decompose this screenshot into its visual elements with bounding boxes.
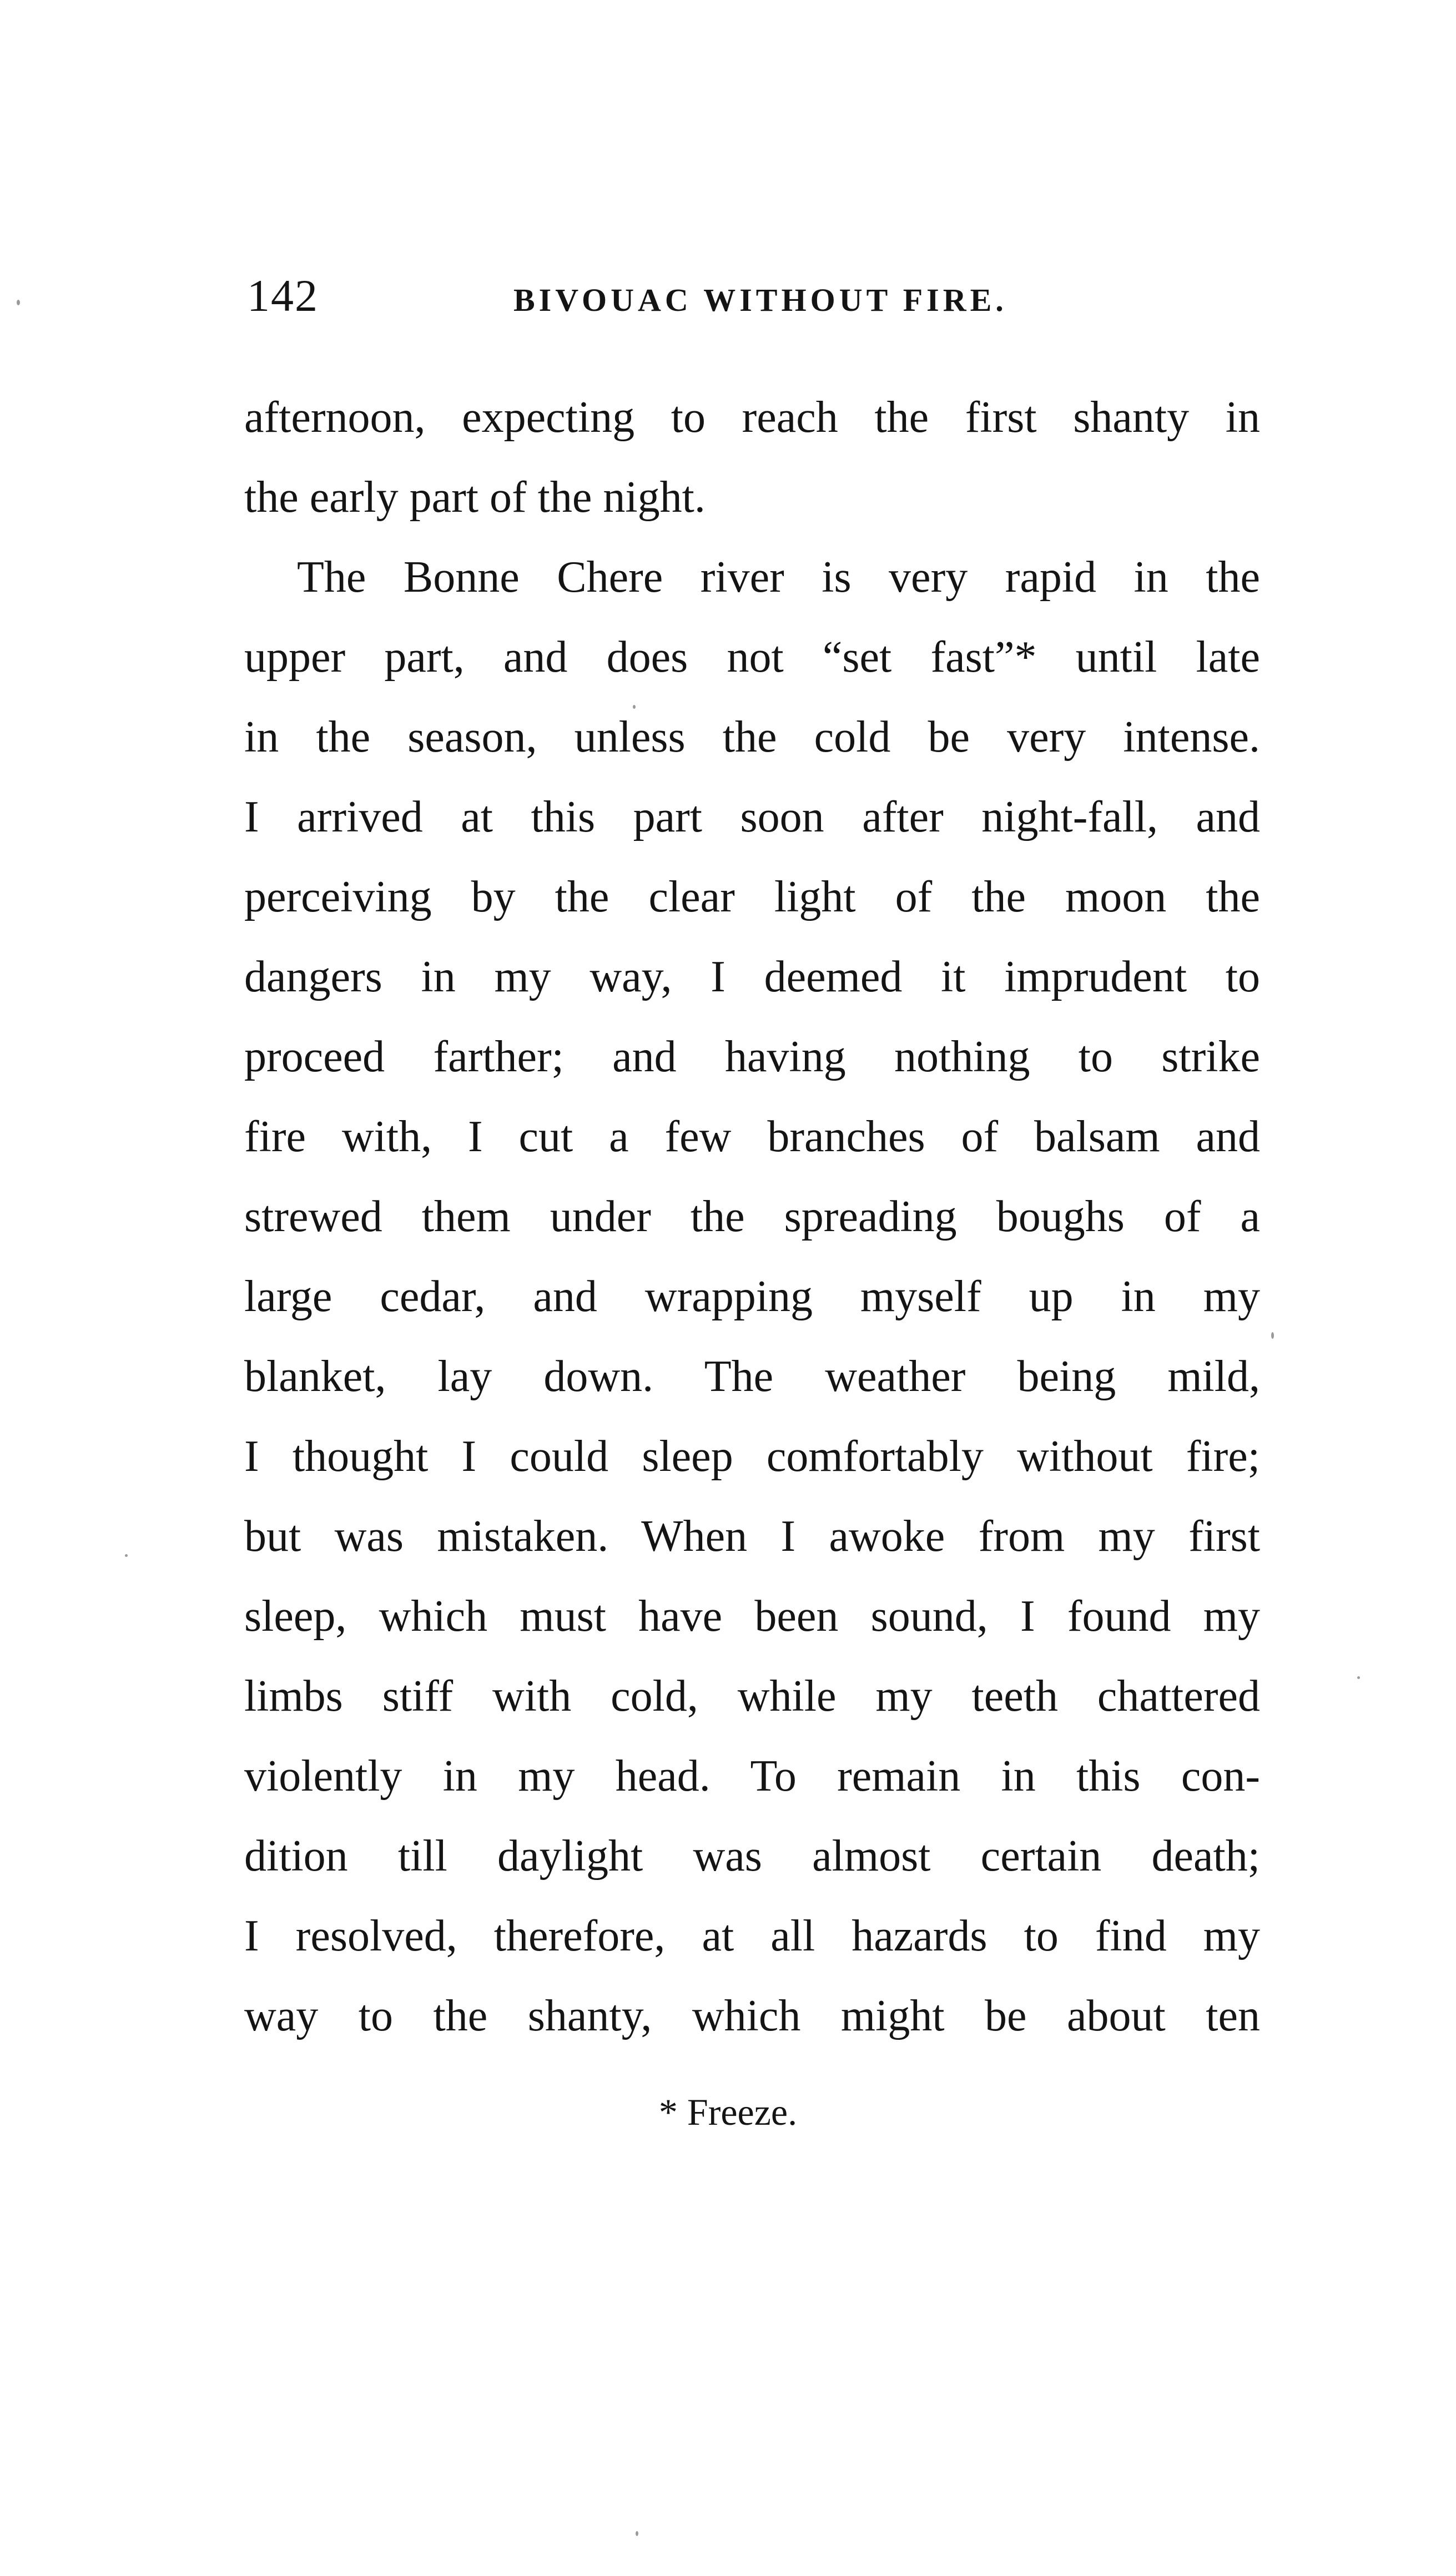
scan-speck: [633, 705, 636, 709]
scan-speck: [125, 1554, 128, 1557]
text-line-1: afternoon, expecting to reach the first shanty in: [244, 393, 1260, 442]
chapter-heading: BIVOUAC WITHOUT FIRE.: [513, 282, 1007, 318]
text-line-13: blanket, lay down. The weather being mild,: [244, 1352, 1260, 1401]
text-line-19: dition till daylight was almost certain death;: [244, 1832, 1260, 1881]
running-head: [247, 265, 1263, 326]
text-line-12: large cedar, and wrapping myself up in my: [244, 1272, 1260, 1321]
text-line-16: sleep, which must have been sound, I found my: [244, 1592, 1260, 1641]
text-line-9: proceed farther; and having nothing to strike: [244, 1032, 1260, 1081]
scan-speck: [636, 2531, 638, 2536]
text-line-3: The Bonne Chere river is very rapid in the: [297, 553, 1260, 602]
text-line-2: the early part of the night.: [244, 473, 706, 522]
page-number: 142: [247, 270, 319, 321]
body-text: [244, 377, 1260, 2056]
footnote: * Freeze.: [658, 2091, 798, 2133]
text-line-10: fire with, I cut a few branches of balsam and: [244, 1112, 1260, 1161]
scan-speck: [1357, 1676, 1360, 1679]
text-line-5: in the season, unless the cold be very intense.: [244, 713, 1260, 762]
text-line-17: limbs stiff with cold, while my teeth chattered: [244, 1672, 1260, 1721]
text-line-8: dangers in my way, I deemed it imprudent to: [244, 952, 1260, 1001]
text-line-7: perceiving by the clear light of the moon the: [244, 873, 1260, 921]
text-line-4: upper part, and does not “set fast”* until late: [244, 633, 1260, 682]
text-line-11: strewed them under the spreading boughs of a: [244, 1192, 1260, 1241]
text-line-6: I arrived at this part soon after night-fall, and: [244, 793, 1260, 841]
text-line-14: I thought I could sleep comfortably without fire;: [244, 1432, 1260, 1481]
text-line-18: violently in my head. To remain in this con-: [244, 1752, 1260, 1801]
text-line-21: way to the shanty, which might be about ten: [244, 1992, 1260, 2040]
scan-speck: [17, 300, 20, 305]
text-line-20: I resolved, therefore, at all hazards to find my: [244, 1912, 1260, 1960]
scan-speck: [1271, 1332, 1274, 1339]
text-line-15: but was mistaken. When I awoke from my first: [244, 1512, 1260, 1561]
